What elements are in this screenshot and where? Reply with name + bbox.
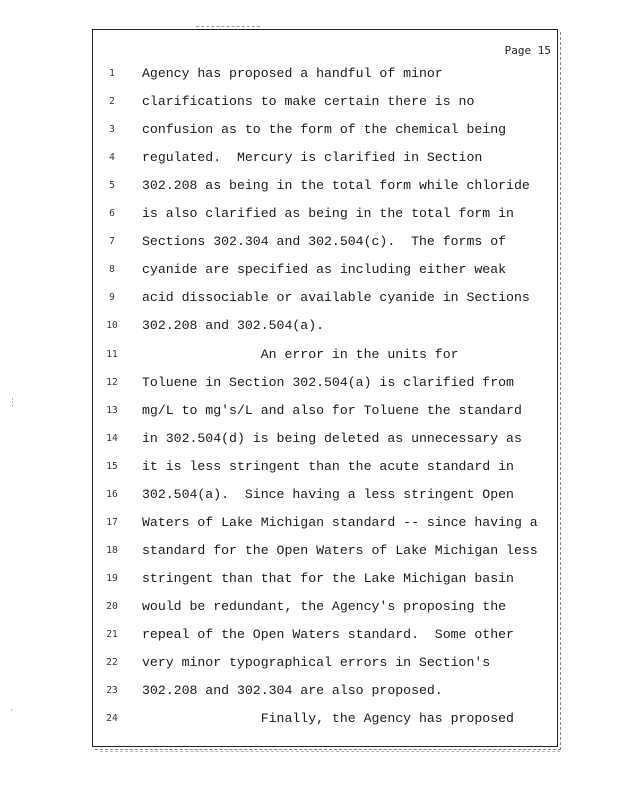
transcript-line bbox=[93, 543, 557, 571]
line-number: 20 bbox=[106, 600, 118, 612]
line-text: in 302.504(d) is being deleted as unnecessary as bbox=[142, 430, 522, 446]
transcript-line bbox=[93, 318, 557, 346]
scan-artifact-bottom bbox=[100, 751, 560, 753]
line-number: 21 bbox=[106, 629, 118, 640]
line-number: 14 bbox=[106, 432, 118, 444]
line-text: stringent than that for the Lake Michigan basin bbox=[142, 570, 514, 586]
transcript-line bbox=[93, 347, 557, 375]
transcript-line bbox=[93, 94, 557, 122]
transcript-line bbox=[93, 571, 557, 599]
line-number: 8 bbox=[109, 264, 115, 276]
transcript-line bbox=[93, 178, 557, 206]
transcript-line bbox=[93, 375, 557, 403]
line-text: would be redundant, the Agency's proposing the bbox=[142, 598, 507, 614]
transcript-line bbox=[93, 234, 557, 262]
line-text: is also clarified as being in the total form in bbox=[142, 206, 514, 222]
line-number: 18 bbox=[106, 544, 118, 556]
transcript-line bbox=[93, 683, 557, 711]
line-number: 1 bbox=[109, 68, 115, 79]
transcript-line bbox=[93, 515, 557, 543]
margin-mark: · bbox=[10, 706, 13, 716]
transcript-line bbox=[93, 290, 557, 318]
margin-mark: ⋮ bbox=[8, 398, 17, 408]
transcript-line bbox=[93, 262, 557, 290]
line-number: 10 bbox=[106, 320, 118, 332]
line-number: 17 bbox=[106, 516, 118, 528]
transcript-line bbox=[93, 431, 557, 459]
line-number: 16 bbox=[106, 488, 118, 500]
transcript-line bbox=[93, 655, 557, 683]
transcript-page bbox=[92, 29, 558, 747]
transcript-line bbox=[93, 122, 557, 150]
line-text: Agency has proposed a handful of minor bbox=[142, 66, 443, 81]
line-number: 11 bbox=[106, 348, 118, 360]
line-number: 7 bbox=[109, 236, 115, 248]
line-text: Toluene in Section 302.504(a) is clarified from bbox=[142, 374, 514, 390]
line-number: 24 bbox=[106, 713, 118, 725]
page-number: Page 15 bbox=[504, 44, 551, 57]
transcript-line bbox=[93, 487, 557, 515]
transcript-line bbox=[93, 459, 557, 487]
line-text: repeal of the Open Waters standard. Some other bbox=[142, 627, 514, 642]
line-number: 2 bbox=[109, 96, 115, 108]
line-number: 23 bbox=[106, 685, 118, 697]
line-text: Sections 302.304 and 302.504(c). The forms of bbox=[142, 234, 507, 250]
line-text: 302.208 as being in the total form while chloride bbox=[142, 178, 530, 194]
transcript-line bbox=[93, 627, 557, 655]
line-number: 15 bbox=[106, 460, 118, 472]
line-text: very minor typographical errors in Section's bbox=[142, 655, 491, 671]
line-number: 19 bbox=[106, 572, 118, 584]
line-number: 22 bbox=[106, 657, 118, 669]
line-text: 302.208 and 302.504(a). bbox=[142, 318, 325, 334]
line-text: it is less stringent than the acute standard in bbox=[142, 458, 514, 474]
line-text: acid dissociable or available cyanide in Sections bbox=[142, 290, 530, 306]
line-text: cyanide are specified as including either weak bbox=[142, 262, 507, 278]
line-text: Waters of Lake Michigan standard -- since having a bbox=[142, 514, 538, 530]
line-text: mg/L to mg's/L and also for Toluene the standard bbox=[142, 402, 522, 418]
line-number: 9 bbox=[109, 292, 115, 304]
line-number: 4 bbox=[109, 152, 115, 164]
line-text: An error in the units for bbox=[142, 346, 459, 362]
line-text: 302.504(a). Since having a less stringent Open bbox=[142, 486, 514, 502]
transcript-line bbox=[93, 711, 557, 739]
line-number: 3 bbox=[109, 124, 115, 136]
line-text: confusion as to the form of the chemical being bbox=[142, 122, 507, 138]
transcript-line bbox=[93, 66, 557, 94]
line-number: 13 bbox=[106, 404, 118, 416]
line-number: 12 bbox=[106, 376, 118, 388]
line-text: regulated. Mercury is clarified in Section bbox=[142, 150, 483, 166]
transcript-line bbox=[93, 206, 557, 234]
line-text: clarifications to make certain there is no bbox=[142, 94, 475, 110]
line-text: 302.208 and 302.304 are also proposed. bbox=[142, 683, 443, 699]
transcript-line bbox=[93, 150, 557, 178]
line-number: 5 bbox=[109, 180, 115, 192]
transcript-line bbox=[93, 599, 557, 627]
line-text: standard for the Open Waters of Lake Michigan less bbox=[142, 542, 538, 558]
line-number: 6 bbox=[109, 208, 115, 220]
scan-artifact-top bbox=[196, 26, 260, 28]
transcript-line bbox=[93, 403, 557, 431]
line-text: Finally, the Agency has proposed bbox=[142, 711, 514, 727]
